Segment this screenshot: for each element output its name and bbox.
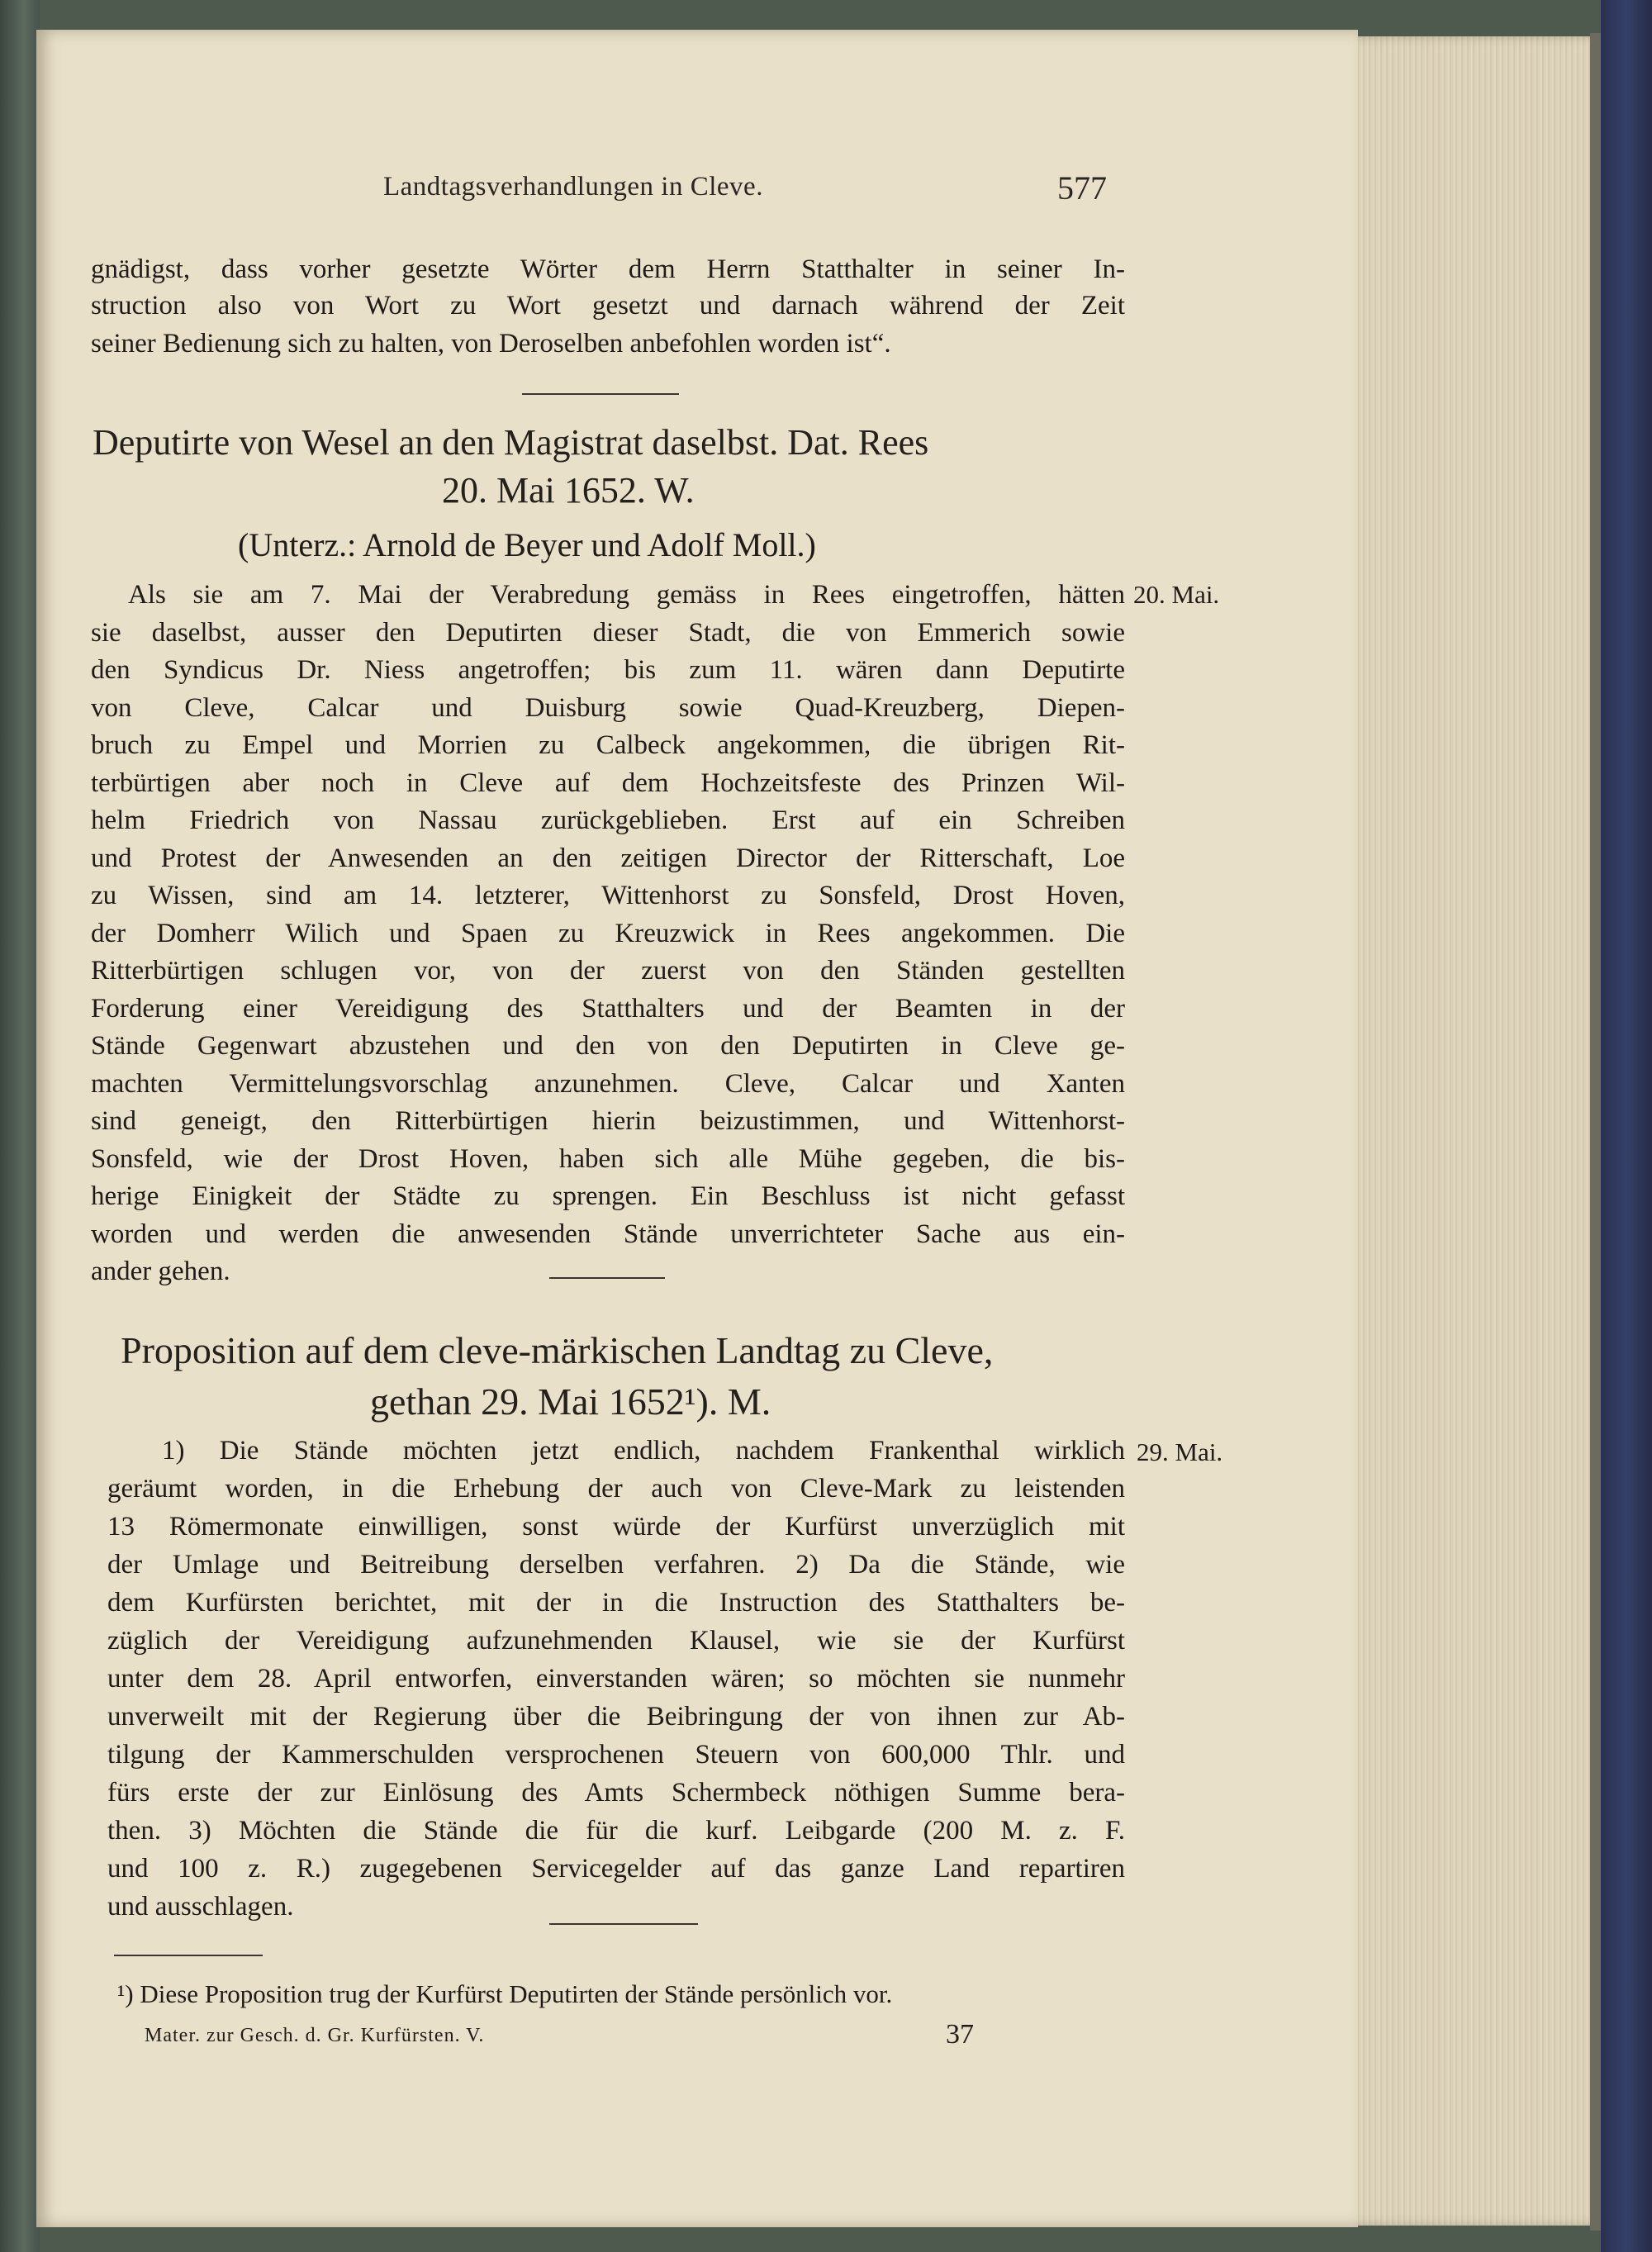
- separator-rule: [549, 1923, 698, 1925]
- text-line: dem Kurfürsten berichtet, mit der in die Instruction des Statthalters be-: [107, 1588, 1125, 1618]
- text-line: von Cleve, Calcar und Duisburg sowie Quad-Kreuzberg, Diepen-: [91, 693, 1125, 723]
- text-line: machten Vermittelungsvorschlag anzunehmen. Cleve, Calcar und Xanten: [91, 1069, 1125, 1099]
- text-line: struction also von Wort zu Wort gesetzt und darnach während der Zeit: [91, 291, 1125, 321]
- text-line: der Umlage und Beitreibung derselben verfahren. 2) Da die Stände, wie: [107, 1550, 1125, 1580]
- text-line: worden und werden die anwesenden Stände unverrichteter Sache aus ein-: [91, 1219, 1125, 1249]
- section-title-date: 20. Mai 1652. W.: [442, 470, 695, 511]
- text-line: 13 Römermonate einwilligen, sonst würde der Kurfürst unverzüglich mit: [107, 1512, 1125, 1542]
- text-line: unverweilt mit der Regierung über die Beibringung der von ihnen zur Ab-: [107, 1702, 1125, 1732]
- section-title-date: gethan 29. Mai 1652¹). M.: [370, 1380, 771, 1423]
- text-line: herige Einigkeit der Städte zu sprengen. Ein Beschluss ist nicht gefasst: [91, 1181, 1125, 1211]
- text-line: züglich der Vereidigung aufzunehmenden Klausel, wie sie der Kurfürst: [107, 1626, 1125, 1656]
- text-line: sind geneigt, den Ritterbürtigen hierin beizustimmen, und Wittenhorst-: [91, 1106, 1125, 1136]
- separator-rule: [549, 1277, 665, 1279]
- page-number: 577: [1057, 169, 1107, 207]
- footnote: ¹) Diese Proposition trug der Kurfürst Deputirten der Stände persönlich vor.: [117, 1979, 893, 2008]
- text-line: geräumt worden, in die Erhebung der auch von Cleve-Mark zu leistenden: [107, 1474, 1125, 1504]
- separator-rule: [522, 393, 679, 395]
- text-line: helm Friedrich von Nassau zurückgeblieben. Erst auf ein Schreiben: [91, 805, 1125, 835]
- text-line: tilgung der Kammerschulden versprochenen Steuern von 600,000 Thlr. und: [107, 1740, 1125, 1770]
- footnote-rule: [114, 1955, 263, 1956]
- text-line: den Syndicus Dr. Niess angetroffen; bis zum 11. wären dann Deputirte: [91, 655, 1125, 685]
- text-line: und 100 z. R.) zugegebenen Servicegelder auf das ganze Land repartiren: [107, 1854, 1125, 1884]
- section-title: Proposition auf dem cleve-märkischen Landtag zu Cleve,: [121, 1329, 994, 1371]
- text-line: Ritterbürtigen schlugen vor, von der zuerst von den Ständen gestellten: [91, 956, 1125, 986]
- text-line: then. 3) Möchten die Stände die für die kurf. Leibgarde (200 M. z. F.: [107, 1816, 1125, 1846]
- text-line: und ausschlagen.: [107, 1892, 294, 1922]
- text-line: gnädigst, dass vorher gesetzte Wörter dem Herrn Statthalter in seiner In-: [91, 254, 1125, 284]
- text-line: Als sie am 7. Mai der Verabredung gemäss in Rees eingetroffen, hätten: [128, 580, 1125, 610]
- text-line: unter dem 28. April entworfen, einverstanden wären; so möchten sie nunmehr: [107, 1664, 1125, 1694]
- text-line: zu Wissen, sind am 14. letzterer, Wittenhorst zu Sonsfeld, Drost Hoven,: [91, 881, 1125, 910]
- text-line: Stände Gegenwart abzustehen und den von den Deputirten in Cleve ge-: [91, 1031, 1125, 1061]
- text-line: seiner Bedienung sich zu halten, von Deroselben anbefohlen worden ist“.: [91, 329, 891, 359]
- text-line: der Domherr Wilich und Spaen zu Kreuzwick in Rees angekommen. Die: [91, 919, 1125, 948]
- text-line: Forderung einer Vereidigung des Statthalters und der Beamten in der: [91, 994, 1125, 1024]
- margin-date: 20. Mai.: [1133, 580, 1220, 609]
- section-signers: (Unterz.: Arnold de Beyer und Adolf Moll.): [238, 526, 816, 563]
- text-line: fürs erste der zur Einlösung des Amts Schermbeck nöthigen Summe bera-: [107, 1778, 1125, 1808]
- text-line: 1) Die Stände möchten jetzt endlich, nachdem Frankenthal wirklich: [162, 1436, 1125, 1466]
- text-line: und Protest der Anwesenden an den zeitigen Director der Ritterschaft, Loe: [91, 843, 1125, 873]
- signature-mark: Mater. zur Gesch. d. Gr. Kurfürsten. V.: [145, 2025, 485, 2046]
- text-line: bruch zu Empel und Morrien zu Calbeck angekommen, die übrigen Rit-: [91, 730, 1125, 760]
- text-line: Sonsfeld, wie der Drost Hoven, haben sich alle Mühe gegeben, die bis-: [91, 1144, 1125, 1174]
- section-title: Deputirte von Wesel an den Magistrat daselbst. Dat. Rees: [93, 422, 929, 463]
- text-line: terbürtigen aber noch in Cleve auf dem Hochzeitsfeste des Prinzen Wil-: [91, 768, 1125, 798]
- running-title: Landtagsverhandlungen in Cleve.: [383, 172, 763, 202]
- text-line: ander gehen.: [91, 1257, 230, 1286]
- signature-number: 37: [946, 2019, 974, 2050]
- margin-date: 29. Mai.: [1137, 1437, 1223, 1466]
- text-line: sie daselbst, ausser den Deputirten dieser Stadt, die von Emmerich sowie: [91, 618, 1125, 648]
